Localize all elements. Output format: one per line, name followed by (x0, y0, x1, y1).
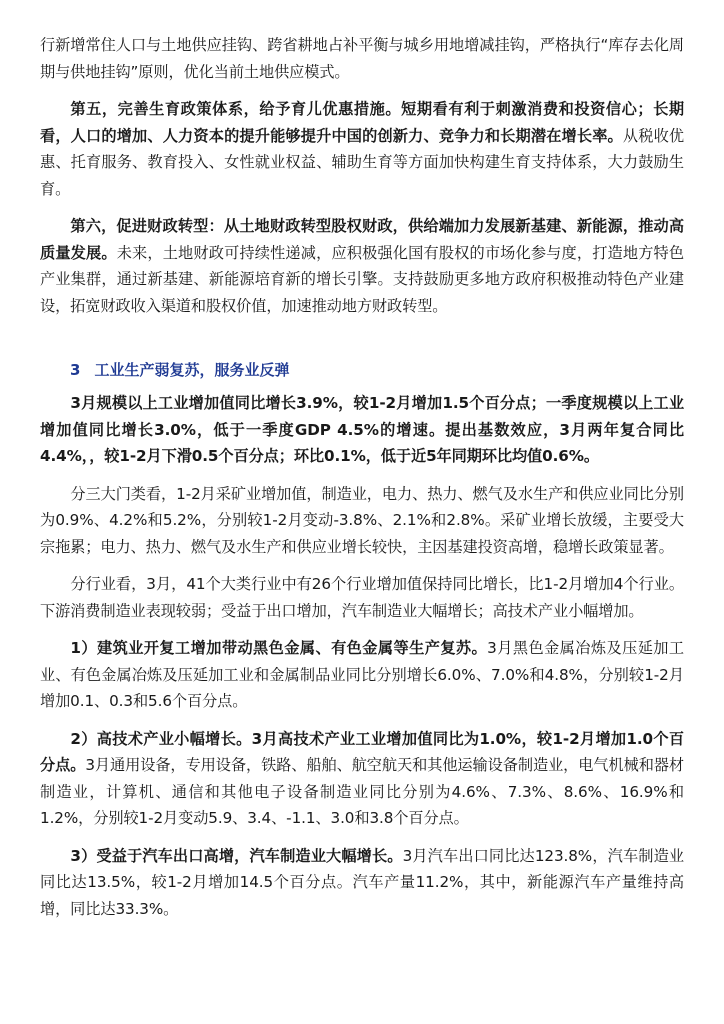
paragraph-text: 未来，土地财政可持续性递减，应积极强化国有股权的市场化参与度，打造地方特色产业集群，通过新基建、新能源培育新的增长引擎。支持鼓励更多地方政府积极推动特色产业建设，拓宽财政收入渠道和股权价值，加速推动地方财政转型。 (40, 243, 684, 315)
paragraph-text: 行新增常住人口与土地供应挂钩、跨省耕地占补平衡与城乡用地增减挂钩，严格执行“库存去化周期与供地挂钩”原则，优化当前土地供应模式。 (40, 36, 684, 81)
paragraph-high-tech (40, 726, 684, 832)
paragraph-industrial-value-added (40, 390, 684, 470)
paragraph-construction-metals (40, 635, 684, 715)
paragraph-text: 从税收优惠、托育服务、教育投入、女性就业权益、辅助生育等方面加快构建生育支持体系，大力鼓励生育。 (40, 126, 684, 198)
paragraph-text: 分行业看，3月，41个大类行业中有26个行业增加值保持同比增长，比1-2月增加4个行业。下游消费制造业表现较弱；受益于出口增加，汽车制造业大幅增长；高技术产业小幅增加。 (40, 575, 684, 620)
paragraph-text: 3月通用设备，专用设备，铁路、船舶、航空航天和其他运输设备制造业，电气机械和器材制造业，计算机、通信和其他电子设备制造业同比分别为4.6%、7.3%、8.6%、16.9%和1.2%，分别较1-2月变动5.9、3.4、-1.1、3.0和3.8个百分点。 (40, 756, 685, 827)
paragraph-bold-lead: 第五，完善生育政策体系，给予育儿优惠措施。短期看有利于刺激消费和投资信心；长期看，人口的增加、人力资本的提升能够提升中国的创新力、竞争力和长期潜在增长率。 (40, 100, 684, 145)
paragraph-bold-lead: 3月规模以上工业增加值同比增长3.9%，较1-2月增加1.5个百分点；一季度规模以上工业增加值同比增长3.0%，低于一季度GDP 4.5%的增速。提出基数效应，3月两年复合同比4.4%，，较1-2月下滑0.5个百分点；环比0.1%，低于近5年同期环比均值0.6%。 (40, 394, 684, 465)
paragraph-three-categories (40, 481, 684, 561)
paragraph-bold-lead: 2）高技术产业小幅增长。3月高技术产业工业增加值同比为1.0%，较1-2月增加1.0个百分点。 (40, 729, 684, 774)
paragraph-text: 3月汽车出口同比达123.8%，汽车制造业同比达13.5%，较1-2月增加14.5个百分点。汽车产量11.2%，其中，新能源汽车产量维持高增，同比达33.3%。 (40, 846, 684, 918)
section-title: 工业生产弱复苏，服务业反弹 (94, 361, 290, 379)
section-heading (40, 357, 684, 383)
section-number: 3 (70, 361, 81, 379)
paragraph-land-supply (40, 32, 684, 85)
paragraph-by-industry (40, 571, 684, 624)
paragraph-bold-lead: 1）建筑业开复工增加带动黑色金属、有色金属等生产复苏。 (70, 639, 488, 657)
paragraph-bold-lead: 第六，促进财政转型：从土地财政转型股权财政，供给端加力发展新基建、新能源，推动高质量发展。 (40, 217, 684, 262)
paragraph-fiscal-transition (40, 213, 684, 319)
paragraph-text: 分三大门类看，1-2月采矿业增加值，制造业，电力、热力、燃气及水生产和供应业同比分别为0.9%、4.2%和5.2%，分别较1-2月变动-3.8%、2.1%和2.8%。采矿业增长放缓，主要受大宗拖累；电力、热力、燃气及水生产和供应业增长较快，主因基建投资高增，稳增长政策显著。 (40, 484, 684, 556)
paragraph-auto-manufacturing (40, 843, 684, 923)
paragraph-text: 3月黑色金属冶炼及压延加工业、有色金属冶炼及压延加工业和金属制品业同比分别增长6.0%、7.0%和4.8%，分别较1-2月增加0.1、0.3和5.6个百分点。 (40, 639, 684, 710)
paragraph-fertility-policy (40, 96, 684, 202)
paragraph-bold-lead: 3）受益于汽车出口高增，汽车制造业大幅增长。 (70, 846, 403, 865)
